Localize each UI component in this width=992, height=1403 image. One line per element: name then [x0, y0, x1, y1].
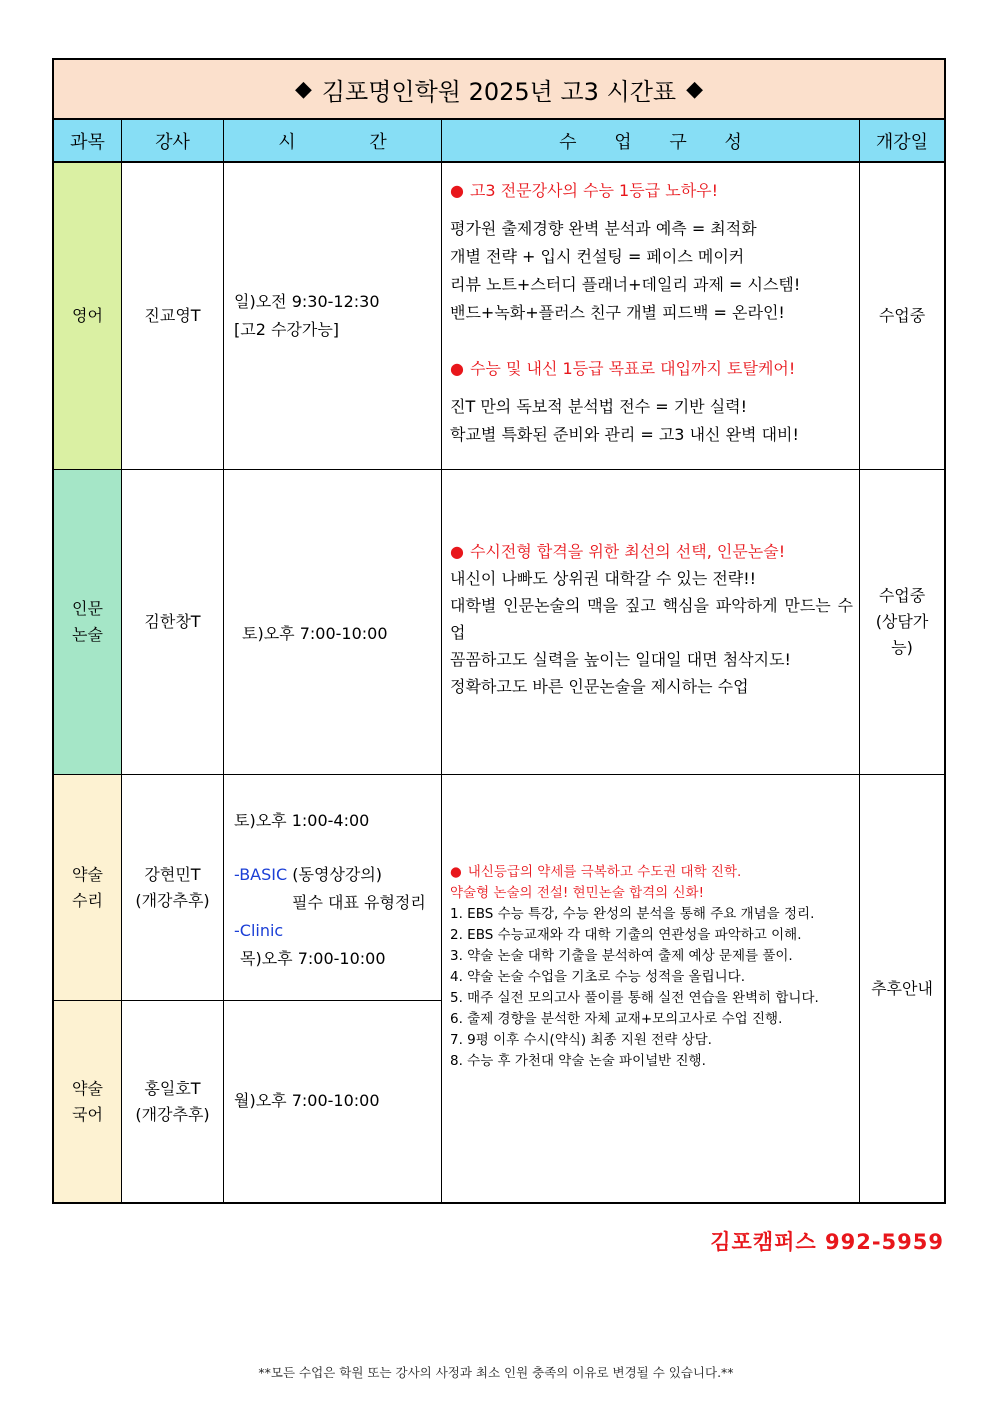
bullet-icon: ●	[450, 542, 464, 561]
subject-cell	[54, 1001, 122, 1202]
teacher-cell	[122, 163, 224, 470]
time-cell	[224, 775, 442, 1001]
header-subject: 과목	[54, 120, 122, 163]
header-teacher: 강사	[122, 120, 224, 163]
content-line: 정확하고도 바른 인문논술을 제시하는 수업	[450, 677, 749, 696]
subject-cell	[54, 775, 122, 1001]
content-line: 2. EBS 수능교재와 각 대학 기출의 연관성을 파악하고 이해.	[450, 927, 802, 943]
subject-label: 수리	[72, 890, 103, 910]
subject-label: 약술	[72, 1078, 103, 1098]
subject-cell	[54, 470, 122, 775]
content-cell	[442, 163, 860, 470]
content-line: 5. 매주 실전 모의고사 풀이를 통해 실전 연습을 완벽히 합니다.	[450, 990, 819, 1006]
subject-label: 약술	[72, 864, 103, 884]
content-heading: ● 내신등급의 약세를 극복하고 수도권 대학 진학.	[450, 864, 742, 880]
content-heading: ● 고3 전문강사의 수능 1등급 노하우!	[450, 181, 719, 200]
campus-phone: 김포캠퍼스 992-5959	[710, 1230, 944, 1254]
timetable	[52, 58, 946, 1204]
content-line: 리뷰 노트+스터디 플래너+데일리 과제 = 시스템!	[450, 275, 801, 294]
teacher-cell	[122, 470, 224, 775]
start-status: 능)	[891, 638, 913, 657]
start-cell	[860, 775, 944, 1202]
time-cell	[224, 470, 442, 775]
content-line: 6. 출제 경향을 분석한 자체 교재+모의고사로 수업 진행.	[450, 1011, 783, 1027]
content-heading: ● 수시전형 합격을 위한 최선의 선택, 인문논술!	[450, 542, 786, 561]
content-line: 진T 만의 독보적 분석법 전수 = 기반 실력!	[450, 397, 748, 416]
start-status: 수업중	[878, 306, 926, 325]
start-status: 수업중	[878, 586, 926, 605]
content-line: 내신이 나빠도 상위권 대학갈 수 있는 전략!!	[450, 569, 757, 588]
content-line: 평가원 출제경향 완벽 분석과 예측 = 최적화	[450, 219, 757, 238]
content-line: 3. 약술 논술 대학 기출을 분석하여 출제 예상 문제를 풀이.	[450, 948, 793, 964]
header-start: 개강일	[860, 120, 944, 163]
time-text: 토)오후 7:00-10:00	[242, 624, 388, 643]
content-cell	[442, 470, 860, 775]
header-time: 시 간	[224, 120, 442, 163]
basic-label: -BASIC	[234, 865, 288, 884]
clinic-time: 목)오후 7:00-10:00	[240, 949, 386, 968]
start-cell	[860, 163, 944, 470]
time-text: 일)오전 9:30-12:30	[234, 292, 380, 311]
content-line: 7. 9평 이후 수시(약식) 최종 지원 전략 상담.	[450, 1032, 712, 1048]
bullet-icon: ●	[450, 181, 464, 200]
content-line: 대학별 인문논술의 맥을 짚고 핵심을 파악하게 만드는 수업	[450, 596, 853, 642]
basic-desc: 필수 대표 유형정리	[292, 893, 426, 912]
time-note: [고2 수강가능]	[234, 320, 340, 339]
start-cell	[860, 470, 944, 775]
bullet-icon: ●	[450, 359, 464, 378]
bullet-icon: ●	[450, 864, 462, 880]
content-line: 1. EBS 수능 특강, 수능 완성의 분석을 통해 주요 개념을 정리.	[450, 906, 815, 922]
content-heading: ● 수능 및 내신 1등급 목표로 대입까지 토탈케어!	[450, 359, 796, 378]
content-cell	[442, 775, 860, 1202]
title-text: 김포명인학원 2025년 고3 시간표	[321, 77, 677, 106]
subject-label: 논술	[72, 625, 103, 644]
start-status: (상담가	[875, 612, 929, 631]
content-line: 8. 수능 후 가천대 약술 논술 파이널반 진행.	[450, 1053, 706, 1069]
diamond-icon: ◆	[686, 76, 704, 102]
teacher-name: 진교영T	[144, 306, 201, 325]
time-text: 월)오후 7:00-10:00	[234, 1091, 380, 1110]
content-line: 개별 전략 + 입시 컨설팅 = 페이스 메이커	[450, 247, 745, 266]
subject-label: 국어	[72, 1104, 103, 1124]
teacher-cell	[122, 1001, 224, 1202]
time-cell	[224, 163, 442, 470]
subject-label: 영어	[72, 306, 103, 325]
subject-label: 인문	[72, 599, 103, 618]
time-cell	[224, 1001, 442, 1202]
basic-note: (동영상강의)	[292, 865, 383, 884]
start-status: 추후안내	[871, 978, 933, 998]
content-line: 꼼꼼하고도 실력을 높이는 일대일 대면 첨삭지도!	[450, 650, 791, 669]
teacher-note: (개강추후)	[135, 890, 210, 910]
content-line: 4. 약술 논술 수업을 기초로 수능 성적을 올립니다.	[450, 969, 745, 985]
content-heading: 약술형 논술의 전설! 현민논술 합격의 신화!	[450, 885, 704, 901]
content-line: 학교별 특화된 준비와 관리 = 고3 내신 완벽 대비!	[450, 425, 799, 444]
teacher-name: 김한창T	[144, 612, 201, 631]
teacher-name: 홍일호T	[144, 1078, 201, 1098]
diamond-icon: ◆	[294, 76, 312, 102]
subject-cell	[54, 163, 122, 470]
header-content: 수 업 구 성	[442, 120, 860, 163]
time-text: 토)오후 1:00-4:00	[234, 811, 370, 830]
page-title	[54, 60, 944, 120]
clinic-label: -Clinic	[234, 921, 284, 940]
content-line: 밴드+녹화+플러스 친구 개별 피드백 = 온라인!	[450, 303, 785, 322]
teacher-note: (개강추후)	[135, 1104, 210, 1124]
teacher-cell	[122, 775, 224, 1001]
footnote: **모든 수업은 학원 또는 강사의 사정과 최소 인원 충족의 이유로 변경될 수 있습니다.**	[258, 1365, 734, 1380]
teacher-name: 강현민T	[144, 864, 201, 884]
